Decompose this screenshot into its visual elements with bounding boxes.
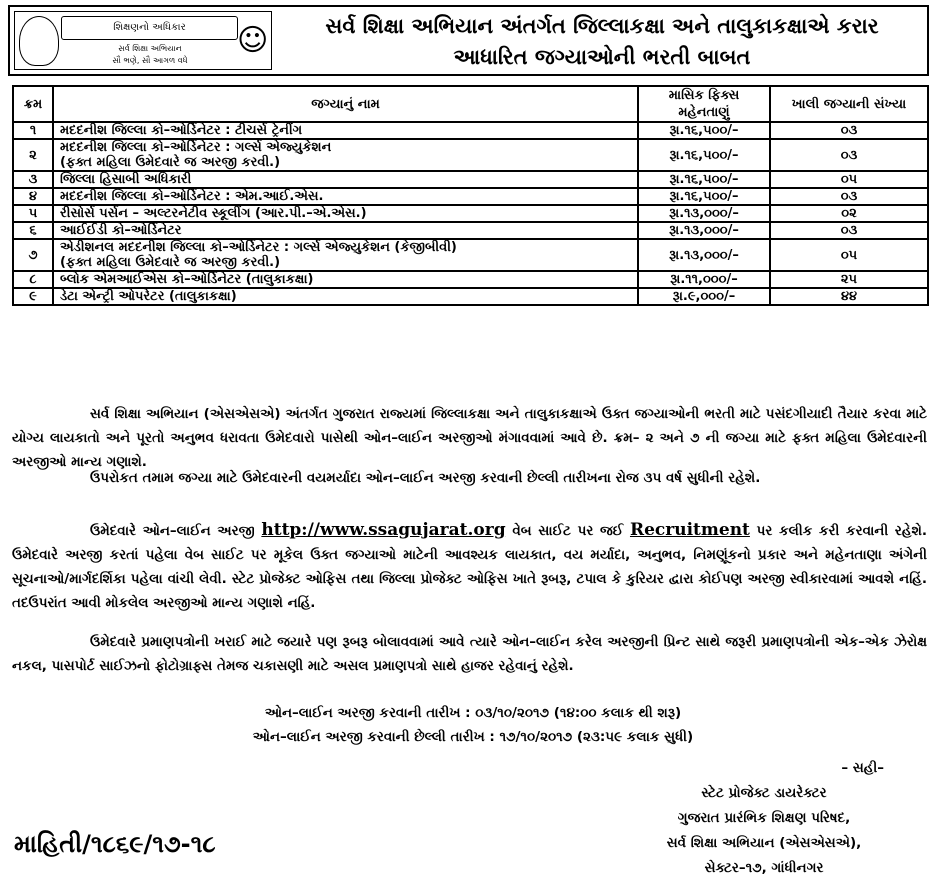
signature-mark: – સહી– xyxy=(841,760,884,776)
table-row xyxy=(13,205,928,222)
table-header-row xyxy=(13,86,928,122)
post-name: આઈઈડી કો–ઓર્ડિનેટર xyxy=(60,223,182,238)
post-name-cell xyxy=(53,139,638,171)
salary: રૂા.૧૩,૦૦૦/– xyxy=(638,239,770,271)
row-number: ૩ xyxy=(13,171,53,188)
salary: રૂા.૯,૦૦૦/– xyxy=(638,288,770,305)
post-name: મદદનીશ જિલ્લા કો–ઓર્ડિનેટર : ગર્લ્સ એજ્યુકેશન xyxy=(60,140,332,155)
vacancy-count: ૦૫ xyxy=(770,239,928,271)
salary: રૂા.૧૬,૫૦૦/– xyxy=(638,188,770,205)
vacancy-count: ૪૪ xyxy=(770,288,928,305)
logo-tagline: સૌ ભણે, સૌ આગળ વધે xyxy=(112,56,188,65)
table-row xyxy=(13,188,928,205)
table-row xyxy=(13,271,928,288)
post-name-cell xyxy=(53,188,638,205)
table-row xyxy=(13,239,928,271)
post-name-cell xyxy=(53,171,638,188)
page-title xyxy=(278,11,926,73)
paragraph-how-to-apply xyxy=(12,518,927,615)
col-header-no: ક્રમ xyxy=(13,86,53,122)
salary: રૂા.૧૩,૦૦૦/– xyxy=(638,205,770,222)
post-name-cell xyxy=(53,271,638,288)
vacancy-count: ૦૩ xyxy=(770,188,928,205)
start-date: ઓન–લાઈન અરજી કરવાની તારીખ : ૦૩/૧૦/૨૦૧૭ (૧૪:૦૦ કલાક થી શરૂ) xyxy=(264,705,682,721)
row-number: ૫ xyxy=(13,205,53,222)
table-row xyxy=(13,222,928,239)
post-name-cell xyxy=(53,122,638,139)
post-name-cell xyxy=(53,239,638,271)
website-link[interactable]: http://www.ssagujarat.org xyxy=(261,520,506,540)
post-name: મદદનીશ જિલ્લા કો–ઓર્ડિનેટર : ટીચર્સ ટ્રેનીંગ xyxy=(60,123,303,138)
col-header-salary: માસિક ફિક્સ મહેનતાણું xyxy=(638,86,770,122)
table-row xyxy=(13,122,928,139)
row-number: ૨ xyxy=(13,139,53,171)
signatory-address: સેક્ટર–૧૭, ગાંધીનગર xyxy=(704,860,824,876)
apply-text-b: વેબ સાઈટ પર જઈ xyxy=(512,523,624,539)
paragraph-age-limit xyxy=(12,466,927,490)
logo-emblem-icon xyxy=(19,16,59,66)
salary: રૂા.૧૧,૦૦૦/– xyxy=(638,271,770,288)
row-number: ૬ xyxy=(13,222,53,239)
salary: રૂા.૧૬,૫૦૦/– xyxy=(638,139,770,171)
vacancy-count: ૦૩ xyxy=(770,122,928,139)
row-number: ૭ xyxy=(13,239,53,271)
vacancy-count: ૦૩ xyxy=(770,139,928,171)
child-figure-icon: ☺ xyxy=(237,23,269,58)
signatory-title: સ્ટેટ પ્રોજેક્ટ ડાયરેક્ટર xyxy=(701,785,827,801)
reference-number: માહિતી/૧૮૬૯/૧૭-૧૮ xyxy=(14,830,216,858)
salary: રૂા.૧૬,૫૦૦/– xyxy=(638,171,770,188)
signatory-dept: સર્વ શિક્ષા અભિયાન (એસએસએ), xyxy=(666,835,862,851)
apply-text-a: ઉમેદવારે ઓન–લાઈન અરજી xyxy=(90,523,255,539)
table-row xyxy=(13,171,928,188)
vacancy-count: ૦૫ xyxy=(770,171,928,188)
table-row xyxy=(13,288,928,305)
vacancy-count: ૦૩ xyxy=(770,222,928,239)
paragraph-documents-text: ઉમેદવારે પ્રમાણપત્રોની ખરાઈ માટે જયારે પણ રૂબરૂ બોલાવવામાં આવે ત્યારે ઓન–લાઈન કરેલ અરજીની પ્રિન્ટ સાથે જરૂરી પ્રમાણપત્રોની એક–એક ઝેરોક્ષ નકલ, પાસપોર્ટ સાઈઝનો ફોટોગ્રાફ્સ તેમજ ચકાસણી માટે અસલ પ્રમાણપત્રો સાથે હાજર રહેવાનું રહેશે. xyxy=(12,634,927,674)
table-row xyxy=(13,139,928,171)
logo xyxy=(14,11,272,70)
vacancy-count: ૦૨ xyxy=(770,205,928,222)
post-name-cell xyxy=(53,288,638,305)
row-number: ૯ xyxy=(13,288,53,305)
post-name-cell xyxy=(53,205,638,222)
title-line-2: આધારિત જગ્યાઓની ભરતી બાબત xyxy=(453,45,751,69)
paragraph-documents xyxy=(12,630,927,678)
post-name: એડીશનલ મદદનીશ જિલ્લા કો–ઓર્ડિનેટર : ગર્લ્સ એજ્યુકેશન (કેજીબીવી) xyxy=(60,240,457,255)
paragraph-intro xyxy=(12,402,927,474)
post-name: રીસોર્સ પર્સન – અલ્ટરનેટીવ સ્કૂલીંગ (આર.પી.–એ.એસ.) xyxy=(60,206,367,221)
salary: રૂા.૧૬,૫૦૦/– xyxy=(638,122,770,139)
col-header-vacancy: ખાલી જગ્યાની સંખ્યા xyxy=(770,86,928,122)
post-name: મદદનીશ જિલ્લા કો–ઓર્ડિનેટર : એમ.આઈ.એસ. xyxy=(60,189,324,204)
col-header-post: જગ્યાનું નામ xyxy=(53,86,638,122)
row-number: ૪ xyxy=(13,188,53,205)
end-date: ઓન–લાઈન અરજી કરવાની છેલ્લી તારીખ : ૧૭/૧૦/૨૦૧૭ (૨૩:૫૯ કલાક સુધી) xyxy=(252,729,694,745)
post-name-cell xyxy=(53,222,638,239)
recruitment-link[interactable]: Recruitment xyxy=(629,520,750,540)
post-note: (ફક્ત મહિલા ઉમેદવારે જ અરજી કરવી.) xyxy=(60,255,281,270)
signature-block xyxy=(604,756,924,881)
salary: રૂા.૧૩,૦૦૦/– xyxy=(638,222,770,239)
post-name: બ્લોક એમઆઈએસ કો–ઓર્ડિનેટર (તાલુકાકક્ષા) xyxy=(60,272,314,287)
title-line-1: સર્વ શિક્ષા અભિયાન અંતર્ગત જિલ્લાકક્ષા અને તાલુકાકક્ષાએ કરાર xyxy=(325,14,879,38)
logo-banner: શિક્ષણનો અધિકાર xyxy=(61,16,238,40)
paragraph-age-limit-text: ઉપરોકત તમામ જગ્યા માટે ઉમેદવારની વયમર્યાદા ઓન–લાઈન અરજી કરવાની છેલ્લી તારીખના રોજ ૩૫ વર્ષ સુધીની રહેશે. xyxy=(90,470,761,486)
post-name: જિલ્લા હિસાબી અધિકારી xyxy=(60,172,192,187)
paragraph-intro-text: સર્વ શિક્ષા અભિયાન (એસએસએ) અંતર્ગત ગુજરાત રાજ્યમાં જિલ્લાકક્ષા અને તાલુકાકક્ષાએ ઉક્ત જગ્યાઓની ભરતી માટે પસંદગીયાદી તૈયાર કરવા માટે યોગ્ય લાયકાતો અને પૂરતો અનુભવ ધરાવતા ઉમેદવારો પાસેથી ઓન–લાઈન અરજીઓ મંગાવવામાં આવે છે. ક્રમ– ૨ અને ૭ ની જગ્યા માટે ફક્ત મહિલા ઉમેદવારની અરજીઓ માન્ય ગણાશે. xyxy=(12,406,927,470)
post-name: ડેટા એન્ટ્રી ઓપરેટર (તાલુકાકક્ષા) xyxy=(60,289,237,304)
row-number: ૮ xyxy=(13,271,53,288)
signatory-org: ગુજરાત પ્રારંભિક શિક્ષણ પરિષદ, xyxy=(677,810,851,826)
header xyxy=(8,5,929,76)
apply-text-c: પર કલીક કરી કરવાની રહેશે. ઉમેદવારે અરજી કરતાં પહેલા વેબ સાઈટ પર મૂકેલ ઉક્ત જગ્યાઓ માટેની આવશ્યક લાયકાત, વય મર્યાદા, અનુભવ, નિમણૂંકનો પ્રકાર અને મહેનતાણા અંગેની સૂચનાઓ/માર્ગદર્શિકા પહેલા વાંચી લેવી. સ્ટેટ પ્રોજેક્ટ ઓફિસ તથા જિલ્લા પ્રોજેક્ટ ઓફિસ ખાતે રૂબરૂ, ટપાલ કે કુરિયર દ્વારા કોઈપણ અરજી સ્વીકારવામાં આવશે નહિં. તદઉપરાંત આવી મોકલેલ અરજીઓ માન્ય ગણાશે નહિં. xyxy=(12,523,928,611)
row-number: ૧ xyxy=(13,122,53,139)
vacancy-count: ૨૫ xyxy=(770,271,928,288)
logo-subtitle: સર્વ શિક્ષા અભિયાન xyxy=(118,44,182,53)
posts-table xyxy=(12,85,929,306)
post-note: (ફક્ત મહિલા ઉમેદવારે જ અરજી કરવી.) xyxy=(60,155,281,170)
